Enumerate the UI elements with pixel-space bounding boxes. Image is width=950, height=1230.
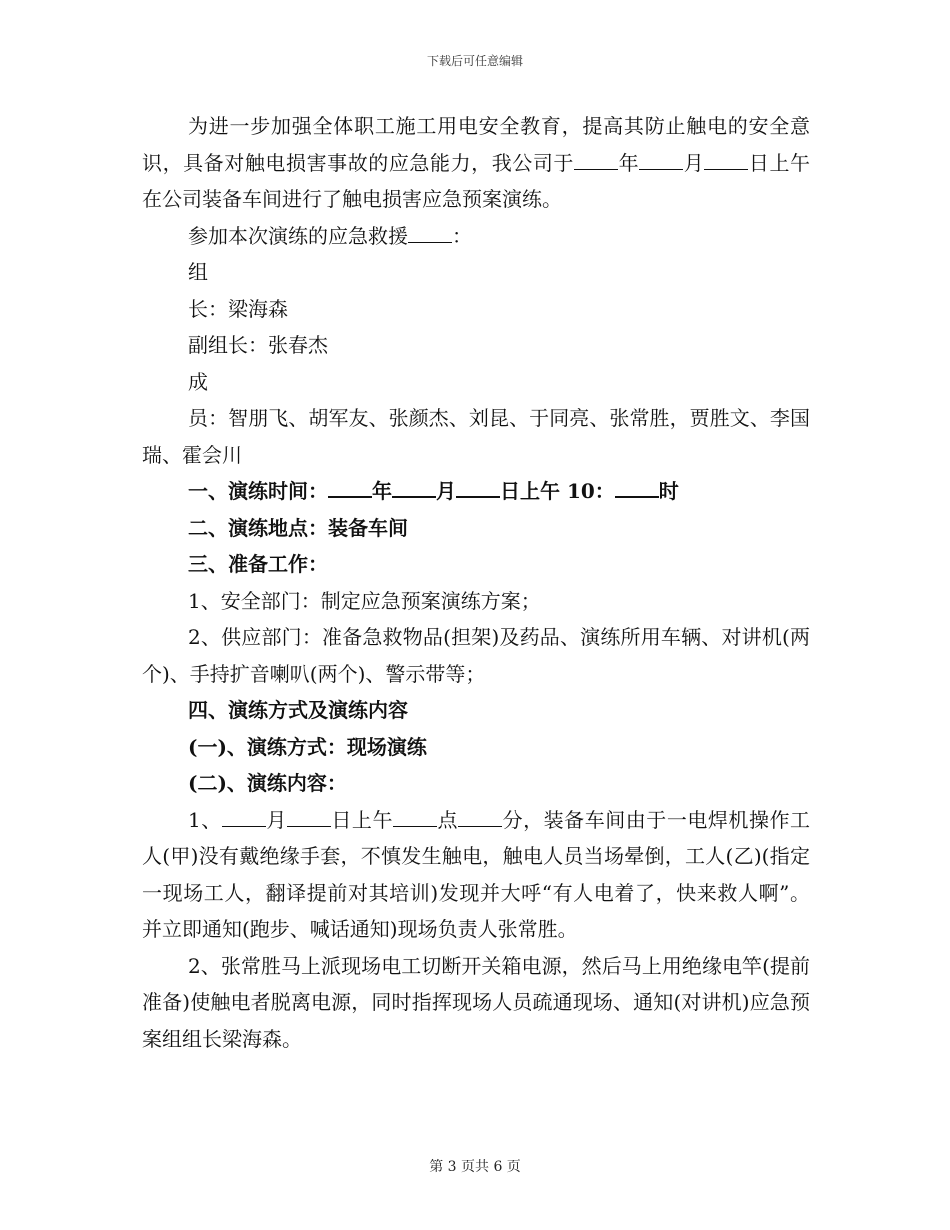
page-footer: 第 3 页共 6 页 bbox=[429, 1159, 521, 1175]
drill-place: 二、演练地点：装备车间 bbox=[188, 515, 408, 540]
deputy-leader: 副组长：张春杰 bbox=[188, 333, 328, 357]
subsection-1: (一)、演练方式：现场演练 bbox=[188, 734, 427, 759]
members-line-1: 成 bbox=[188, 369, 208, 394]
blank-time-day bbox=[456, 474, 500, 498]
leader-line-2: 长：梁海森 bbox=[188, 296, 288, 321]
blank-month bbox=[639, 147, 683, 170]
blank-item1-minute bbox=[458, 804, 502, 827]
drill-time: 一、演练时间： 年 月 日上午 10： 时 bbox=[142, 473, 810, 510]
leader-line-1: 组 bbox=[188, 260, 208, 284]
blank-day bbox=[704, 147, 748, 170]
members-line-2: 员：智朋飞、胡军友、张颜杰、刘昆、于同亮、张常胜，贾胜文、李国瑞、霍会川 bbox=[142, 406, 810, 467]
prep-item-2: 2、供应部门：准备急救物品(担架)及药品、演练所用车辆、对讲机(两个)、手持扩音喇叭(两个)、警示带等； bbox=[142, 625, 810, 686]
subsection-2: (二)、演练内容： bbox=[188, 771, 347, 795]
document-body bbox=[142, 108, 810, 1057]
page-header: 下载后可任意编辑 bbox=[426, 54, 523, 68]
blank-time-year bbox=[328, 474, 372, 498]
prep-item-1: 1、安全部门：制定应急预案演练方案； bbox=[188, 588, 541, 613]
content-item-2: 2、张常胜马上派现场电工切断开关箱电源，然后马上用绝缘电竿(提前准备)使触电者脱离电源，同时指挥现场人员疏通现场、通知(对讲机)应急预案组组长梁海森。 bbox=[142, 953, 810, 1051]
blank-time-month bbox=[392, 474, 436, 498]
intro-paragraph: 为进一步加强全体职工施工用电安全教育，提高其防止触电的安全意识，具备对触电损害事故的应急能力，我公司于 年 月 日上午在公司装备车间进行了触电损害应急预案演练。 bbox=[142, 114, 811, 211]
blank-team bbox=[408, 220, 452, 243]
prep-title: 三、准备工作： bbox=[188, 552, 328, 576]
blank-year bbox=[574, 147, 618, 170]
blank-time-hour bbox=[615, 474, 659, 498]
section-4-title: 四、演练方式及演练内容 bbox=[188, 698, 408, 722]
blank-item1-month bbox=[222, 804, 266, 827]
blank-item1-day bbox=[287, 804, 331, 827]
content-item-1: 1、 月 日上午 点 分，装备车间由于一电焊机操作工人(甲)没有戴绝缘手套，不慎发生触电，触电人员当场晕倒，工人(乙)(指定一现场工人，翻译提前对其培训)发现并大呼“有人电着了，快来救人啊”。并立即通知(跑步、喊话通知)现场负责人张常胜。 bbox=[142, 802, 810, 948]
blank-item1-hour bbox=[393, 804, 437, 827]
team-intro: 参加本次演练的应急救援 ： bbox=[142, 218, 810, 255]
